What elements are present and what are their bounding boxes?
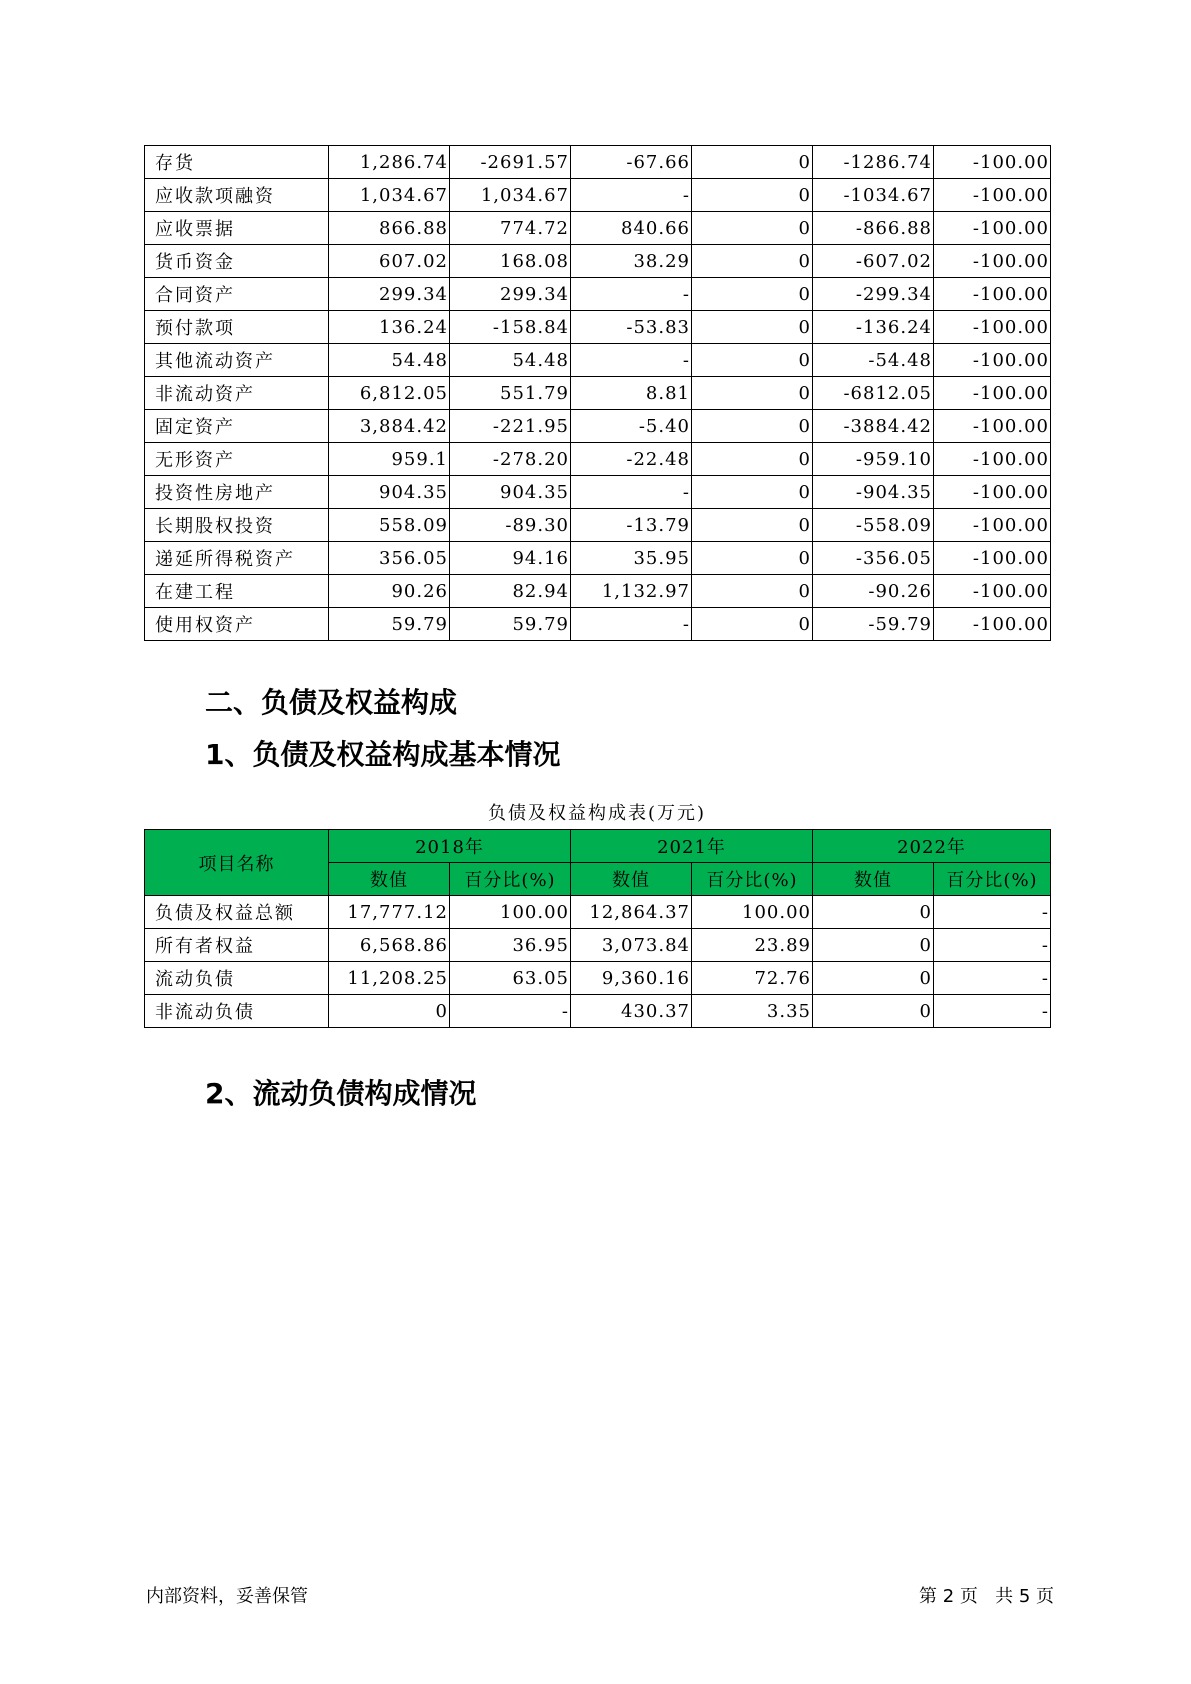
row-label-cell: 无形资产 [145,443,329,476]
value-cell: 38.29 [571,245,692,278]
table-row [145,344,1051,377]
value-cell: 136.24 [329,311,450,344]
header-percent: 百分比(%) [450,863,571,896]
table-row [145,575,1051,608]
value-cell: 0 [692,179,813,212]
value-cell: -67.66 [571,146,692,179]
table-row [145,509,1051,542]
value-cell: 0 [813,995,934,1028]
value-cell: -53.83 [571,311,692,344]
footer-confidential-note: 内部资料，妥善保管 [146,1586,308,1607]
value-cell: - [571,476,692,509]
value-cell: 35.95 [571,542,692,575]
value-cell: 0 [692,377,813,410]
value-cell: 0 [813,962,934,995]
value-cell: 904.35 [329,476,450,509]
value-cell: 558.09 [329,509,450,542]
value-cell: -866.88 [813,212,934,245]
value-cell: 0 [692,443,813,476]
row-label-cell: 其他流动资产 [145,344,329,377]
value-cell: 904.35 [450,476,571,509]
value-cell: - [571,608,692,641]
value-cell: 356.05 [329,542,450,575]
liabilities-equity-table [144,829,1051,1028]
value-cell: -558.09 [813,509,934,542]
value-cell: 0 [813,929,934,962]
value-cell: -100.00 [934,278,1051,311]
table-row [145,608,1051,641]
table-row [145,212,1051,245]
value-cell: 12,864.37 [571,896,692,929]
value-cell: 1,034.67 [450,179,571,212]
value-cell: 0 [692,509,813,542]
value-cell: 11,208.25 [329,962,450,995]
value-cell: -89.30 [450,509,571,542]
value-cell: -100.00 [934,608,1051,641]
value-cell: -1286.74 [813,146,934,179]
footer-page-number: 第 2 页 共 5 页 [919,1586,1054,1607]
value-cell: -607.02 [813,245,934,278]
value-cell: - [571,179,692,212]
section-heading-liabilities: 二、负债及权益构成 [205,686,458,719]
value-cell: 0 [692,245,813,278]
value-cell: -356.05 [813,542,934,575]
table-row [145,377,1051,410]
value-cell: -100.00 [934,179,1051,212]
value-cell: 90.26 [329,575,450,608]
value-cell: -100.00 [934,377,1051,410]
value-cell: -221.95 [450,410,571,443]
value-cell: 168.08 [450,245,571,278]
value-cell: -2691.57 [450,146,571,179]
row-label-cell: 合同资产 [145,278,329,311]
row-label-cell: 固定资产 [145,410,329,443]
value-cell: 82.94 [450,575,571,608]
table-row [145,962,1051,995]
value-cell: -54.48 [813,344,934,377]
table-row [145,278,1051,311]
value-cell: 0 [692,542,813,575]
row-label-cell: 负债及权益总额 [145,896,329,929]
value-cell: 59.79 [450,608,571,641]
row-label-cell: 货币资金 [145,245,329,278]
value-cell: 8.81 [571,377,692,410]
value-cell: 0 [692,575,813,608]
table-row [145,443,1051,476]
value-cell: 54.48 [450,344,571,377]
value-cell: 299.34 [450,278,571,311]
row-label-cell: 应收票据 [145,212,329,245]
value-cell: 0 [692,278,813,311]
row-label-cell: 投资性房地产 [145,476,329,509]
value-cell: 840.66 [571,212,692,245]
table-header [145,830,1051,896]
row-label-cell: 长期股权投资 [145,509,329,542]
header-percent: 百分比(%) [934,863,1051,896]
value-cell: 6,812.05 [329,377,450,410]
value-cell: 0 [692,476,813,509]
table-row [145,476,1051,509]
value-cell: -136.24 [813,311,934,344]
header-value: 数值 [813,863,934,896]
value-cell: -1034.67 [813,179,934,212]
value-cell: 63.05 [450,962,571,995]
value-cell: - [571,344,692,377]
value-cell: 3.35 [692,995,813,1028]
row-label-cell: 流动负债 [145,962,329,995]
table-row [145,179,1051,212]
value-cell: 774.72 [450,212,571,245]
value-cell: - [934,896,1051,929]
value-cell: -299.34 [813,278,934,311]
subsection-heading-current-liabilities: 2、流动负债构成情况 [205,1077,477,1110]
value-cell: 36.95 [450,929,571,962]
value-cell: -22.48 [571,443,692,476]
value-cell: -100.00 [934,344,1051,377]
header-year-2022: 2022年 [813,830,1051,863]
table-row [145,896,1051,929]
value-cell: 1,034.67 [329,179,450,212]
value-cell: -13.79 [571,509,692,542]
value-cell: 0 [692,212,813,245]
value-cell: -6812.05 [813,377,934,410]
value-cell: - [934,929,1051,962]
header-year-2018: 2018年 [329,830,571,863]
value-cell: -158.84 [450,311,571,344]
row-label-cell: 预付款项 [145,311,329,344]
value-cell: 959.1 [329,443,450,476]
value-cell: -100.00 [934,212,1051,245]
value-cell: -100.00 [934,146,1051,179]
liabilities-table-body [145,896,1051,1028]
value-cell: -90.26 [813,575,934,608]
value-cell: 607.02 [329,245,450,278]
assets-change-table [144,145,1051,641]
row-label-cell: 应收款项融资 [145,179,329,212]
value-cell: 551.79 [450,377,571,410]
value-cell: -100.00 [934,575,1051,608]
value-cell: 59.79 [329,608,450,641]
value-cell: 0 [692,311,813,344]
value-cell: 23.89 [692,929,813,962]
table-row [145,245,1051,278]
value-cell: - [934,962,1051,995]
value-cell: 0 [329,995,450,1028]
header-year-2021: 2021年 [571,830,813,863]
row-label-cell: 使用权资产 [145,608,329,641]
value-cell: 3,073.84 [571,929,692,962]
row-label-cell: 非流动负债 [145,995,329,1028]
value-cell: 3,884.42 [329,410,450,443]
value-cell: 54.48 [329,344,450,377]
header-value: 数值 [329,863,450,896]
value-cell: 0 [692,608,813,641]
table-row [145,929,1051,962]
value-cell: 6,568.86 [329,929,450,962]
row-label-cell: 非流动资产 [145,377,329,410]
value-cell: -904.35 [813,476,934,509]
value-cell: -100.00 [934,509,1051,542]
value-cell: -959.10 [813,443,934,476]
value-cell: 0 [692,146,813,179]
value-cell: - [450,995,571,1028]
value-cell: 430.37 [571,995,692,1028]
value-cell: 0 [692,410,813,443]
row-label-cell: 存货 [145,146,329,179]
value-cell: 94.16 [450,542,571,575]
value-cell: -100.00 [934,476,1051,509]
value-cell: 72.76 [692,962,813,995]
table-row [145,995,1051,1028]
value-cell: 1,132.97 [571,575,692,608]
table-row [145,542,1051,575]
value-cell: -3884.42 [813,410,934,443]
row-label-cell: 在建工程 [145,575,329,608]
value-cell: -5.40 [571,410,692,443]
header-percent: 百分比(%) [692,863,813,896]
value-cell: 299.34 [329,278,450,311]
value-cell: -100.00 [934,311,1051,344]
value-cell: 100.00 [450,896,571,929]
subsection-heading-basic: 1、负债及权益构成基本情况 [205,738,561,771]
header-value: 数值 [571,863,692,896]
row-label-cell: 所有者权益 [145,929,329,962]
value-cell: -100.00 [934,542,1051,575]
value-cell: -278.20 [450,443,571,476]
assets-table-body [145,146,1051,641]
table-row [145,410,1051,443]
value-cell: -59.79 [813,608,934,641]
value-cell: -100.00 [934,245,1051,278]
table-row [145,311,1051,344]
value-cell: - [571,278,692,311]
value-cell: 1,286.74 [329,146,450,179]
value-cell: 100.00 [692,896,813,929]
table-row [145,146,1051,179]
value-cell: - [934,995,1051,1028]
value-cell: -100.00 [934,443,1051,476]
value-cell: 0 [813,896,934,929]
value-cell: -100.00 [934,410,1051,443]
value-cell: 17,777.12 [329,896,450,929]
value-cell: 866.88 [329,212,450,245]
table-caption: 负债及权益构成表(万元) [487,803,707,824]
row-label-cell: 递延所得税资产 [145,542,329,575]
value-cell: 9,360.16 [571,962,692,995]
value-cell: 0 [692,344,813,377]
header-item-name: 项目名称 [145,830,329,896]
